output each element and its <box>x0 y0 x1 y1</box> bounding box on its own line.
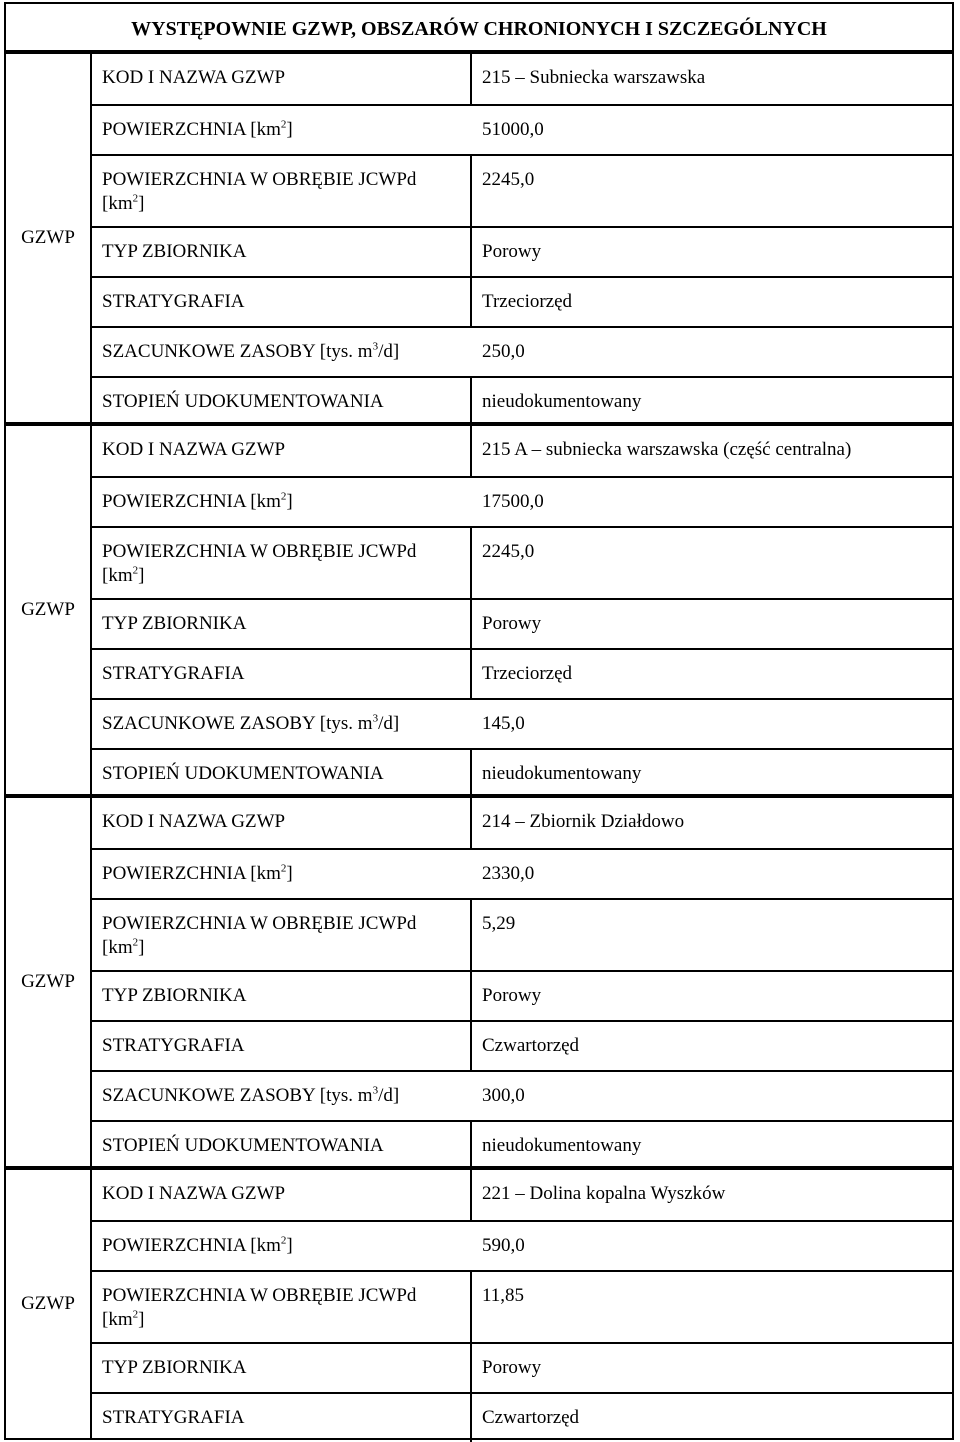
column-divider <box>470 228 472 276</box>
column-divider <box>470 1394 472 1442</box>
label-prefix: POWIERZCHNIA [km <box>102 1235 281 1256</box>
table-row <box>92 698 952 748</box>
row-value: 215 A – subniecka warszawska (część centralna) <box>482 439 852 460</box>
column-divider <box>470 156 472 226</box>
label-line-1: POWIERZCHNIA W OBRĘBIE JCWPd <box>102 541 417 562</box>
unit-superscript: 3 <box>372 712 379 725</box>
label-suffix: ] <box>286 863 293 884</box>
label-line-2: [km <box>102 937 133 958</box>
row-value: 2245,0 <box>482 169 535 190</box>
column-divider <box>470 1170 472 1220</box>
label-prefix: SZACUNKOWE ZASOBY [tys. m <box>102 341 373 362</box>
unit-superscript: 3 <box>372 1084 379 1097</box>
row-value: Porowy <box>482 241 542 262</box>
column-divider <box>470 1022 472 1070</box>
column-divider <box>470 798 472 848</box>
gzwp-group <box>4 1168 954 1440</box>
unit-superscript: 2 <box>280 862 287 875</box>
row-value: 214 – Zbiornik Działdowo <box>482 811 685 832</box>
row-value: Trzeciorzęd <box>482 663 573 684</box>
label-suffix: /d] <box>378 713 400 734</box>
row-label: TYP ZBIORNIKA <box>102 985 247 1006</box>
group-label: GZWP <box>6 798 92 1166</box>
row-label <box>102 1284 416 1332</box>
row-value: 17500,0 <box>482 491 544 512</box>
column-divider <box>470 528 472 598</box>
label-prefix: POWIERZCHNIA [km <box>102 863 281 884</box>
table-row <box>92 648 952 698</box>
unit-superscript: 2 <box>132 936 139 949</box>
unit-superscript: 2 <box>280 1234 287 1247</box>
row-label <box>102 490 293 514</box>
table-row <box>92 1270 952 1342</box>
row-label: STOPIEŃ UDOKUMENTOWANIA <box>102 391 384 412</box>
table-row <box>92 898 952 970</box>
label-line-2: [km <box>102 565 133 586</box>
table-row <box>92 970 952 1020</box>
table-row <box>92 426 952 476</box>
label-suffix: /d] <box>378 1085 400 1106</box>
row-value: nieudokumentowany <box>482 1135 642 1156</box>
row-value: 221 – Dolina kopalna Wyszków <box>482 1183 726 1204</box>
row-label: TYP ZBIORNIKA <box>102 1357 247 1378</box>
gzwp-group <box>4 424 954 796</box>
table-row <box>92 1020 952 1070</box>
row-label: STRATYGRAFIA <box>102 1035 245 1056</box>
row-label <box>102 1234 293 1258</box>
column-divider <box>470 378 472 426</box>
row-value: 2330,0 <box>482 863 535 884</box>
table-row <box>92 476 952 526</box>
label-line-1: POWIERZCHNIA W OBRĘBIE JCWPd <box>102 913 417 934</box>
column-divider <box>470 1272 472 1342</box>
row-label: STRATYGRAFIA <box>102 663 245 684</box>
label-suffix: ] <box>138 937 145 958</box>
label-line-2: [km <box>102 193 133 214</box>
column-divider <box>470 426 472 476</box>
column-divider <box>470 900 472 970</box>
row-label: STOPIEŃ UDOKUMENTOWANIA <box>102 1135 384 1156</box>
table-row <box>92 1220 952 1270</box>
column-divider <box>470 650 472 698</box>
table-row <box>92 376 952 426</box>
column-divider <box>470 972 472 1020</box>
page-title: WYSTĘPOWNIE GZWP, OBSZARÓW CHRONIONYCH I SZCZEGÓLNYCH <box>4 2 954 52</box>
row-value: Porowy <box>482 613 542 634</box>
table-row <box>92 1342 952 1392</box>
column-divider <box>470 600 472 648</box>
unit-superscript: 2 <box>280 490 287 503</box>
unit-superscript: 2 <box>132 564 139 577</box>
table-row <box>92 1120 952 1170</box>
table-row <box>92 1392 952 1442</box>
label-suffix: ] <box>286 491 293 512</box>
label-prefix: SZACUNKOWE ZASOBY [tys. m <box>102 713 373 734</box>
row-label: STOPIEŃ UDOKUMENTOWANIA <box>102 763 384 784</box>
column-divider <box>470 54 472 104</box>
table-row <box>92 748 952 798</box>
row-value: 250,0 <box>482 341 525 362</box>
row-value: 300,0 <box>482 1085 525 1106</box>
group-label: GZWP <box>6 426 92 794</box>
row-label <box>102 540 416 588</box>
row-label <box>102 712 399 736</box>
group-label: GZWP <box>6 1170 92 1438</box>
row-value: Trzeciorzęd <box>482 291 573 312</box>
table-row <box>92 104 952 154</box>
row-label <box>102 862 293 886</box>
row-value: Czwartorzęd <box>482 1407 580 1428</box>
unit-superscript: 2 <box>280 118 287 131</box>
row-value: Porowy <box>482 985 542 1006</box>
group-label: GZWP <box>6 54 92 422</box>
row-value: Czwartorzęd <box>482 1035 580 1056</box>
label-suffix: ] <box>138 193 145 214</box>
row-label <box>102 118 293 142</box>
column-divider <box>470 1344 472 1392</box>
row-label <box>102 1084 399 1108</box>
table-row <box>92 598 952 648</box>
label-prefix: POWIERZCHNIA [km <box>102 491 281 512</box>
row-label <box>102 340 399 364</box>
unit-superscript: 2 <box>132 192 139 205</box>
table-row <box>92 276 952 326</box>
label-line-2: [km <box>102 1309 133 1330</box>
row-label: STRATYGRAFIA <box>102 1407 245 1428</box>
label-suffix: /d] <box>378 341 400 362</box>
table-row <box>92 848 952 898</box>
row-value: nieudokumentowany <box>482 391 642 412</box>
row-value: 2245,0 <box>482 541 535 562</box>
label-suffix: ] <box>138 565 145 586</box>
row-value: nieudokumentowany <box>482 763 642 784</box>
row-label: KOD I NAZWA GZWP <box>102 811 286 832</box>
row-label: KOD I NAZWA GZWP <box>102 439 286 460</box>
label-line-1: POWIERZCHNIA W OBRĘBIE JCWPd <box>102 1285 417 1306</box>
row-label <box>102 168 416 216</box>
table-row <box>92 1170 952 1220</box>
row-value: 11,85 <box>482 1285 525 1306</box>
table-row <box>92 526 952 598</box>
unit-superscript: 2 <box>132 1308 139 1321</box>
row-value: 5,29 <box>482 913 516 934</box>
table-row <box>92 154 952 226</box>
table-row <box>92 226 952 276</box>
column-divider <box>470 278 472 326</box>
row-label: TYP ZBIORNIKA <box>102 613 247 634</box>
column-divider <box>470 1122 472 1170</box>
gzwp-group <box>4 796 954 1168</box>
label-suffix: ] <box>286 119 293 140</box>
unit-superscript: 3 <box>372 340 379 353</box>
row-value: 51000,0 <box>482 119 544 140</box>
table-row <box>92 1070 952 1120</box>
row-label: KOD I NAZWA GZWP <box>102 67 286 88</box>
label-suffix: ] <box>138 1309 145 1330</box>
row-value: 145,0 <box>482 713 525 734</box>
label-line-1: POWIERZCHNIA W OBRĘBIE JCWPd <box>102 169 417 190</box>
table-row <box>92 798 952 848</box>
row-label: TYP ZBIORNIKA <box>102 241 247 262</box>
table-row <box>92 326 952 376</box>
label-prefix: POWIERZCHNIA [km <box>102 119 281 140</box>
row-value: Porowy <box>482 1357 542 1378</box>
row-value: 215 – Subniecka warszawska <box>482 67 706 88</box>
row-label: STRATYGRAFIA <box>102 291 245 312</box>
row-value: 590,0 <box>482 1235 525 1256</box>
table-row <box>92 54 952 104</box>
column-divider <box>470 750 472 798</box>
row-label: KOD I NAZWA GZWP <box>102 1183 286 1204</box>
gzwp-group <box>4 52 954 424</box>
row-label <box>102 912 416 960</box>
label-suffix: ] <box>286 1235 293 1256</box>
label-prefix: SZACUNKOWE ZASOBY [tys. m <box>102 1085 373 1106</box>
